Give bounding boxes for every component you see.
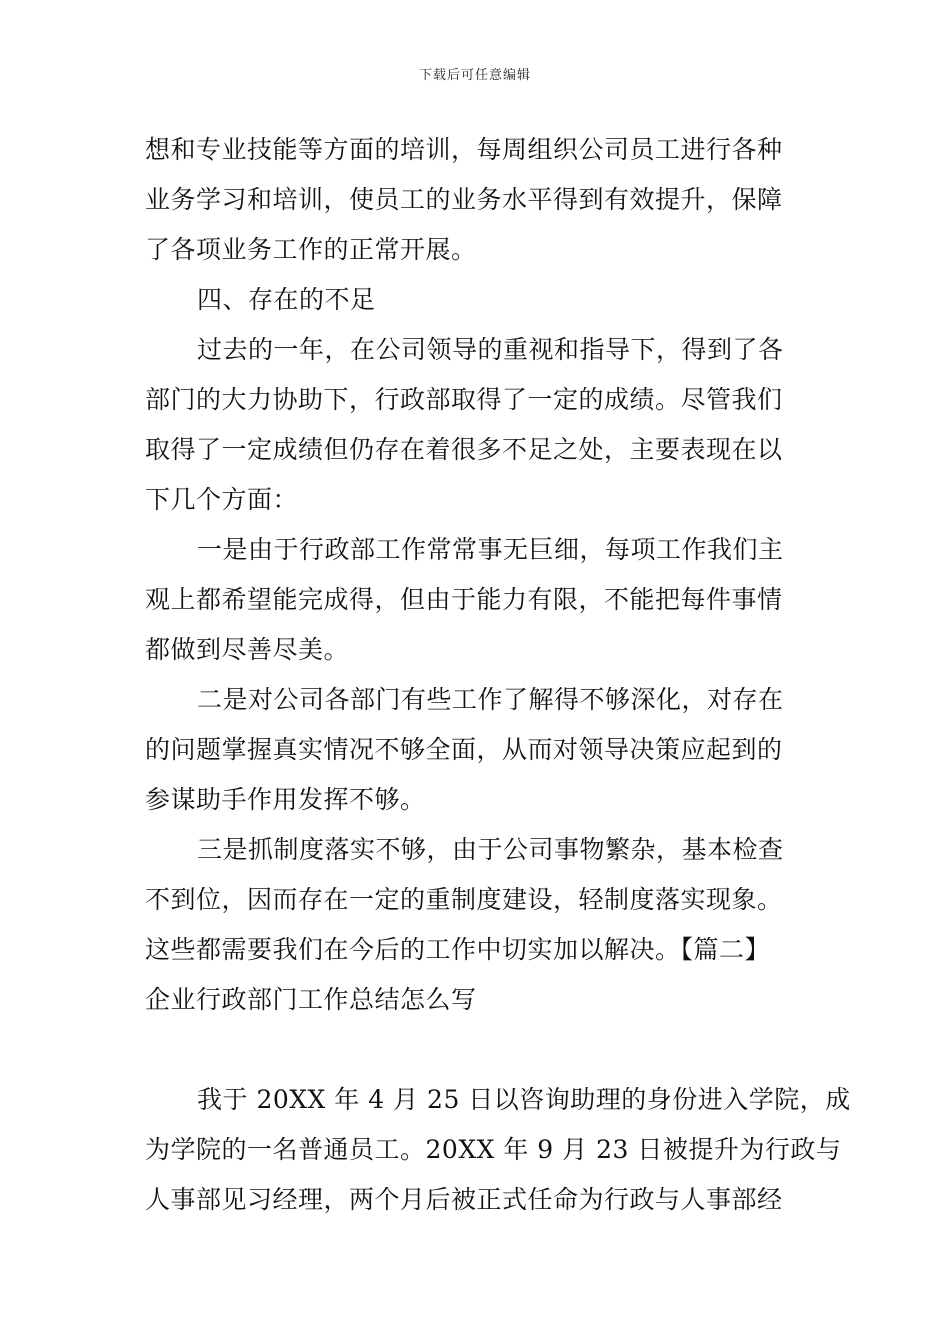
text-line: 二是对公司各部门有些工作了解得不够深化，对存在 <box>197 685 784 714</box>
paragraph <box>145 525 810 675</box>
text-line: 人事部见习经理，两个月后被正式任命为行政与人事部经 <box>145 1185 783 1214</box>
text-line: 下几个方面： <box>145 485 299 514</box>
paragraph <box>145 825 810 1025</box>
text-line: 参谋助手作用发挥不够。 <box>145 785 426 814</box>
text-line: 的问题掌握真实情况不够全面，从而对领导决策应起到的 <box>145 735 783 764</box>
text-line: 业务学习和培训，使员工的业务水平得到有效提升，保障 <box>145 185 783 214</box>
text-line: 三是抓制度落实不够，由于公司事物繁杂，基本检查 <box>197 835 784 864</box>
paragraph-spacer <box>145 1025 810 1075</box>
paragraph <box>145 1075 851 1225</box>
text-line: 一是由于行政部工作常常事无巨细，每项工作我们主 <box>197 535 784 564</box>
text-line: 了各项业务工作的正常开展。 <box>145 235 477 264</box>
paragraph <box>145 275 810 325</box>
text-line: 四、存在的不足 <box>197 285 376 314</box>
paragraph <box>145 125 810 275</box>
text-line: 想和专业技能等方面的培训，每周组织公司员工进行各种 <box>145 135 783 164</box>
paragraph <box>145 675 810 825</box>
text-line: 过去的一年，在公司领导的重视和指导下，得到了各 <box>197 335 784 364</box>
text-line: 部门的大力协助下，行政部取得了一定的成绩。尽管我们 <box>145 385 783 414</box>
text-line: 不到位，因而存在一定的重制度建设，轻制度落实现象。 <box>145 885 783 914</box>
text-line: 观上都希望能完成得，但由于能力有限，不能把每件事情 <box>145 585 783 614</box>
text-line: 都做到尽善尽美。 <box>145 635 350 664</box>
text-line: 这些都需要我们在今后的工作中切实加以解决。【篇二】 <box>145 935 771 964</box>
paragraph <box>145 325 810 525</box>
text-line: 取得了一定成绩但仍存在着很多不足之处，主要表现在以 <box>145 435 783 464</box>
page-header-note: 下载后可任意编辑 <box>418 68 531 83</box>
text-line: 为学院的一名普通员工。20XX 年 9 月 23 日被提升为行政与 <box>145 1135 842 1164</box>
text-line: 企业行政部门工作总结怎么写 <box>145 985 477 1014</box>
text-line: 我于 20XX 年 4 月 25 日以咨询助理的身份进入学院，成 <box>197 1085 851 1114</box>
document-body <box>145 125 851 1225</box>
